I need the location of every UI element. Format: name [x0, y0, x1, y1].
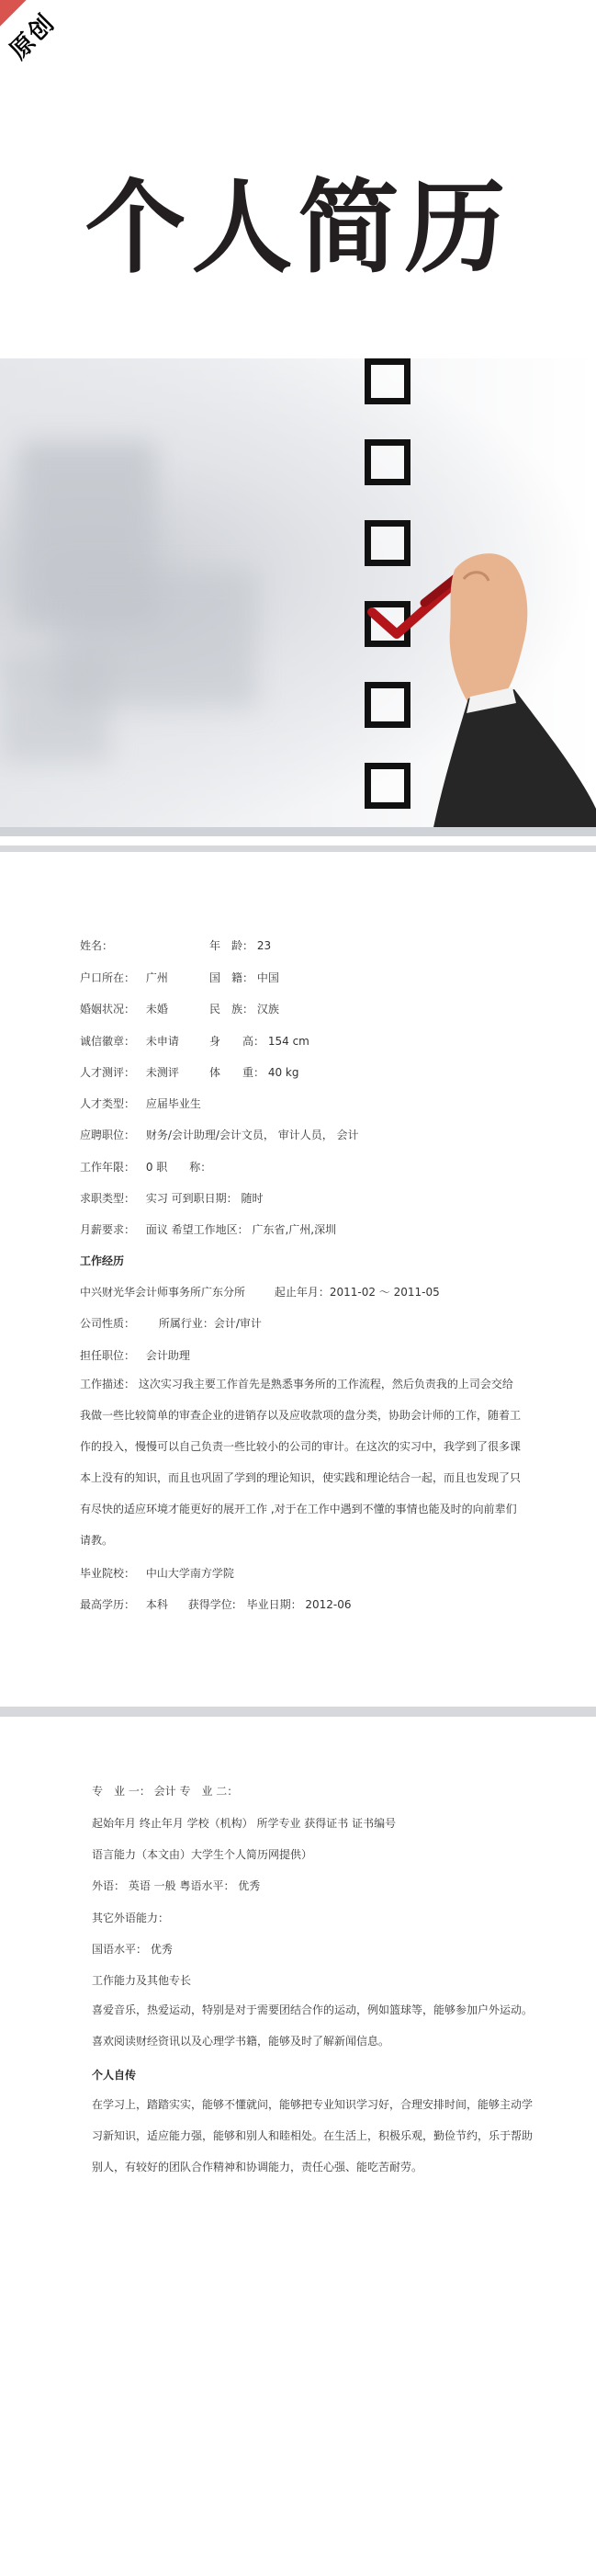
- credit-row: 诚信徽章： 未申请: [80, 1035, 179, 1048]
- hobbies-paragraph: 喜爱音乐，热爱运动，特别是对于需要团结合作的运动，例如篮球等，能够参加户外运动。 喜欢阅读财经资讯以及心理学书籍，能够及时了解新闻信息。: [92, 2003, 534, 2048]
- position-row: 应聘职位： 财务/会计助理/会计文员， 审计人员， 会计: [80, 1129, 359, 1141]
- work-years-row: 工作年限： 0 职 称：: [80, 1161, 212, 1174]
- resume-title: 个人简历: [84, 169, 512, 287]
- work-experience-heading: 工作经历: [80, 1254, 125, 1267]
- skills-page: [0, 1717, 596, 2576]
- self-introduction-heading: 个人自传: [92, 2069, 137, 2082]
- hand-with-pen-icon: [367, 542, 596, 836]
- name-row: 姓名：: [80, 939, 114, 952]
- hukou-row: 户口所在： 广州: [80, 971, 168, 984]
- foreign-language-row: 外语： 英语 一般 粤语水平： 优秀: [92, 1879, 261, 1892]
- ethnic-row: 民 族： 汉族: [209, 1003, 279, 1016]
- checkbox-1-icon: [365, 358, 410, 404]
- talent-row: 人才测评： 未测评: [80, 1066, 179, 1079]
- company-row: 中兴财光华会计师事务所广东分所 起止年月：2011-02 ～ 2011-05: [80, 1286, 440, 1299]
- school-row: 毕业院校： 中山大学南方学院: [80, 1567, 234, 1580]
- company-nature-row: 公司性质： 所属行业：会计/审计: [80, 1317, 262, 1330]
- age-row: 年 龄： 23: [209, 939, 272, 952]
- education-row: 最高学历： 本科 获得学位: 毕业日期： 2012-06: [80, 1598, 352, 1611]
- language-heading: 语言能力（本文由）大学生个人简历网提供）: [92, 1848, 313, 1861]
- nationality-row: 国 籍： 中国: [209, 971, 279, 984]
- job-type-row: 求职类型： 实习 可到职日期： 随时: [80, 1192, 264, 1205]
- cover-page: [0, 0, 596, 845]
- major-row: 专 业 一： 会计 专 业 二：: [92, 1785, 239, 1798]
- role-row: 担任职位： 会计助理: [80, 1349, 190, 1362]
- weight-row: 体 重： 40 kg: [209, 1066, 299, 1079]
- original-ribbon-label: 原创: [5, 8, 62, 65]
- other-language-row: 其它外语能力：: [92, 1912, 170, 1924]
- checklist-hand-illustration: [0, 358, 596, 836]
- talent-type-row: 人才类型： 应届毕业生: [80, 1097, 201, 1110]
- checkbox-2-icon: [365, 439, 410, 485]
- salary-row: 月薪要求： 面议 希望工作地区： 广东省,广州,深圳: [80, 1223, 337, 1236]
- self-introduction-paragraph: 在学习上，踏踏实实，能够不懂就问，能够把专业知识学习好，合理安排时间，能够主动学 习新知识，适应能力强，能够和别人和睦相处。在生活上，积极乐观，勤俭节约，乐于帮助 别人，有较好的团队合作精神和协调能力，责任心强、能吃苦耐劳。: [92, 2098, 534, 2173]
- basic-info-page: [0, 852, 596, 1707]
- height-row: 身 高： 154 cm: [209, 1035, 309, 1048]
- page-divider-1: [0, 845, 596, 852]
- education-columns-row: 起始年月 终止年月 学校（机构） 所学专业 获得证书 证书编号: [92, 1817, 397, 1830]
- page-divider-2: [0, 1707, 596, 1717]
- skills-heading: 工作能力及其他专长: [92, 1974, 192, 1987]
- work-description: 工作描述： 这次实习我主要工作首先是熟悉事务所的工作流程，然后负责我的上司会交给 我做一些比较简单的审查企业的进销存以及应收款项的盘分类，协助会计师的工作，随着工 作的投入，慢慢可以自己负责一些比较小的公司的审计。在这次的实习中，我学到了很多课 本上没有的知识，而且也巩固了学到的理论知识，使实践和理论结合一起，而且也发现了只 有尽快的适应环境才能更好的展开工作 ,对于在工作中遇到不懂的事情也能及时的向前辈们 请教。: [80, 1378, 522, 1547]
- mandarin-row: 国语水平： 优秀: [92, 1943, 173, 1956]
- marital-row: 婚姻状况： 未婚: [80, 1003, 168, 1016]
